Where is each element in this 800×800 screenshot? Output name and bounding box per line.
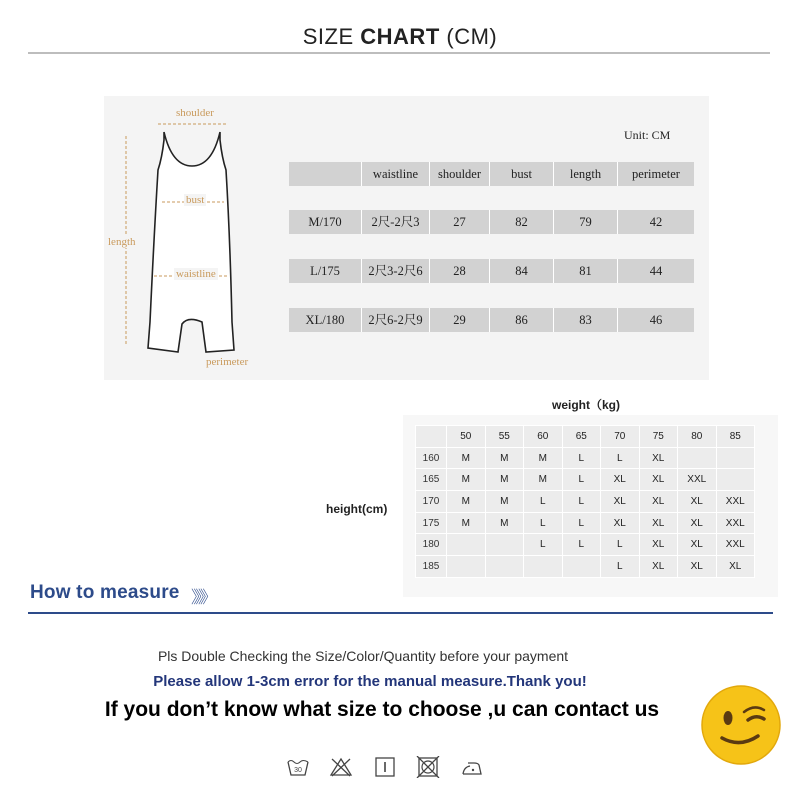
size-chart-cell: 29 (429, 308, 489, 332)
unit-label: Unit: CM (624, 128, 671, 142)
size-cell (524, 556, 563, 578)
size-cell: XXL (716, 512, 755, 534)
size-cell: L (601, 447, 640, 469)
size-cell (447, 556, 486, 578)
size-chart-header-cell: length (553, 162, 617, 186)
waistline-label: waistline (176, 268, 216, 280)
size-chart-cell: 84 (489, 259, 553, 283)
size-cell: L (601, 556, 640, 578)
length-label: length (108, 236, 136, 248)
size-cell: XL (639, 491, 678, 513)
height-row (416, 556, 755, 578)
height-cell: 185 (416, 556, 447, 578)
height-cell: 160 (416, 447, 447, 469)
iron-low-icon (460, 756, 484, 778)
size-cell: XL (639, 556, 678, 578)
weight-header-cell: 80 (678, 426, 717, 448)
weight-height-panel (403, 415, 778, 597)
chevron-right-icon: 》》》 (191, 588, 213, 607)
size-chart-row (289, 308, 694, 332)
size-chart-cell: 79 (553, 210, 617, 234)
weight-axis-label: weight（kg) (552, 398, 620, 412)
bust-label: bust (186, 194, 205, 206)
size-cell: XL (639, 447, 678, 469)
how-to-measure-divider (28, 612, 773, 614)
title-suffix: (CM) (439, 24, 498, 49)
weight-header-cell: 50 (447, 426, 486, 448)
size-cell: L (562, 512, 601, 534)
size-cell: XL (678, 534, 717, 556)
note-error-allowance: Please allow 1-3cm error for the manual measure.Thank you! (153, 673, 587, 690)
size-chart-cell: 28 (429, 259, 489, 283)
size-chart-cell: 82 (489, 210, 553, 234)
size-chart-cell: 2尺-2尺3 (361, 210, 429, 234)
weight-height-grid (415, 425, 755, 578)
size-cell: M (447, 447, 486, 469)
note-double-check: Pls Double Checking the Size/Color/Quantity before your payment (157, 648, 569, 664)
size-chart-cell: 46 (617, 308, 694, 332)
size-chart-header-cell: bust (489, 162, 553, 186)
height-cell: 165 (416, 469, 447, 491)
weight-header-cell: 70 (601, 426, 640, 448)
size-cell: XXL (678, 469, 717, 491)
size-chart-header-cell (289, 162, 361, 186)
wash-30-icon (286, 756, 310, 778)
size-cell: XL (716, 556, 755, 578)
size-chart-row (289, 259, 694, 283)
weight-header-cell: 85 (716, 426, 755, 448)
size-cell: XL (601, 491, 640, 513)
weight-header-cell: 55 (485, 426, 524, 448)
perimeter-label: perimeter (206, 356, 249, 368)
garment-outline (148, 132, 234, 352)
size-cell (447, 534, 486, 556)
height-row (416, 447, 755, 469)
size-cell: M (485, 469, 524, 491)
title-bold: CHART (360, 24, 440, 49)
title-light: SIZE (302, 24, 361, 49)
weight-header-cell: 60 (524, 426, 563, 448)
note-contact-us: If you don’t know what size to choose ,u can contact us (104, 698, 660, 721)
size-cell: M (485, 447, 524, 469)
size-cell: L (524, 534, 563, 556)
page-title (0, 24, 800, 50)
title-divider (28, 52, 770, 54)
size-cell: M (524, 447, 563, 469)
size-cell: M (447, 512, 486, 534)
size-cell: M (447, 469, 486, 491)
size-cell: M (524, 469, 563, 491)
do-not-bleach-icon (329, 756, 353, 778)
size-chart-header-cell: perimeter (617, 162, 694, 186)
size-cell: L (601, 534, 640, 556)
winking-face-icon (700, 684, 782, 766)
how-to-measure-heading: How to measure (30, 582, 180, 603)
size-cell: M (447, 491, 486, 513)
size-cell: M (485, 512, 524, 534)
size-chart-cell: 27 (429, 210, 489, 234)
wash-temperature: 30 (294, 767, 302, 774)
size-cell: L (562, 534, 601, 556)
height-row (416, 512, 755, 534)
size-cell: XL (639, 469, 678, 491)
height-row (416, 469, 755, 491)
size-cell (716, 447, 755, 469)
height-cell: 175 (416, 512, 447, 534)
size-chart-header-cell: shoulder (429, 162, 489, 186)
size-cell: L (524, 491, 563, 513)
size-chart-cell: 2尺6-2尺9 (361, 308, 429, 332)
size-cell: L (524, 512, 563, 534)
weight-header-cell: 65 (562, 426, 601, 448)
size-cell: XL (601, 512, 640, 534)
size-chart-header (289, 162, 694, 186)
size-chart-cell: M/170 (308, 215, 342, 229)
height-axis-label: height(cm) (326, 502, 388, 516)
dry-flat-icon (373, 756, 397, 778)
size-cell (485, 556, 524, 578)
size-cell: XL (678, 491, 717, 513)
size-cell: L (562, 469, 601, 491)
size-chart-cell: 86 (489, 308, 553, 332)
height-cell: 170 (416, 491, 447, 513)
size-cell: XXL (716, 491, 755, 513)
size-chart-cell: 81 (553, 259, 617, 283)
size-chart-cell: L/175 (310, 264, 340, 278)
size-chart-cell: 83 (553, 308, 617, 332)
height-cell: 180 (416, 534, 447, 556)
height-row (416, 491, 755, 513)
size-chart-row (289, 210, 694, 234)
size-cell (678, 447, 717, 469)
size-chart-header-cell: waistline (361, 162, 429, 186)
size-cell: M (485, 491, 524, 513)
height-row (416, 534, 755, 556)
size-cell: XL (678, 556, 717, 578)
size-cell: L (562, 447, 601, 469)
size-cell: XL (678, 512, 717, 534)
size-cell: XL (639, 512, 678, 534)
size-cell: L (562, 491, 601, 513)
do-not-tumble-dry-icon (416, 756, 440, 778)
size-chart-cell: XL/180 (305, 313, 345, 327)
size-cell (716, 469, 755, 491)
weight-header-cell: 75 (639, 426, 678, 448)
size-cell: XL (639, 534, 678, 556)
size-chart-panel (104, 96, 709, 380)
shoulder-label: shoulder (176, 107, 214, 119)
size-cell (485, 534, 524, 556)
size-chart-cell: 42 (617, 210, 694, 234)
weight-header-row (416, 426, 755, 448)
size-cell (562, 556, 601, 578)
size-cell: XL (601, 469, 640, 491)
size-chart-cell: 44 (617, 259, 694, 283)
grid-corner-cell (416, 426, 447, 448)
size-cell: XXL (716, 534, 755, 556)
size-chart-cell: 2尺3-2尺6 (361, 259, 429, 283)
